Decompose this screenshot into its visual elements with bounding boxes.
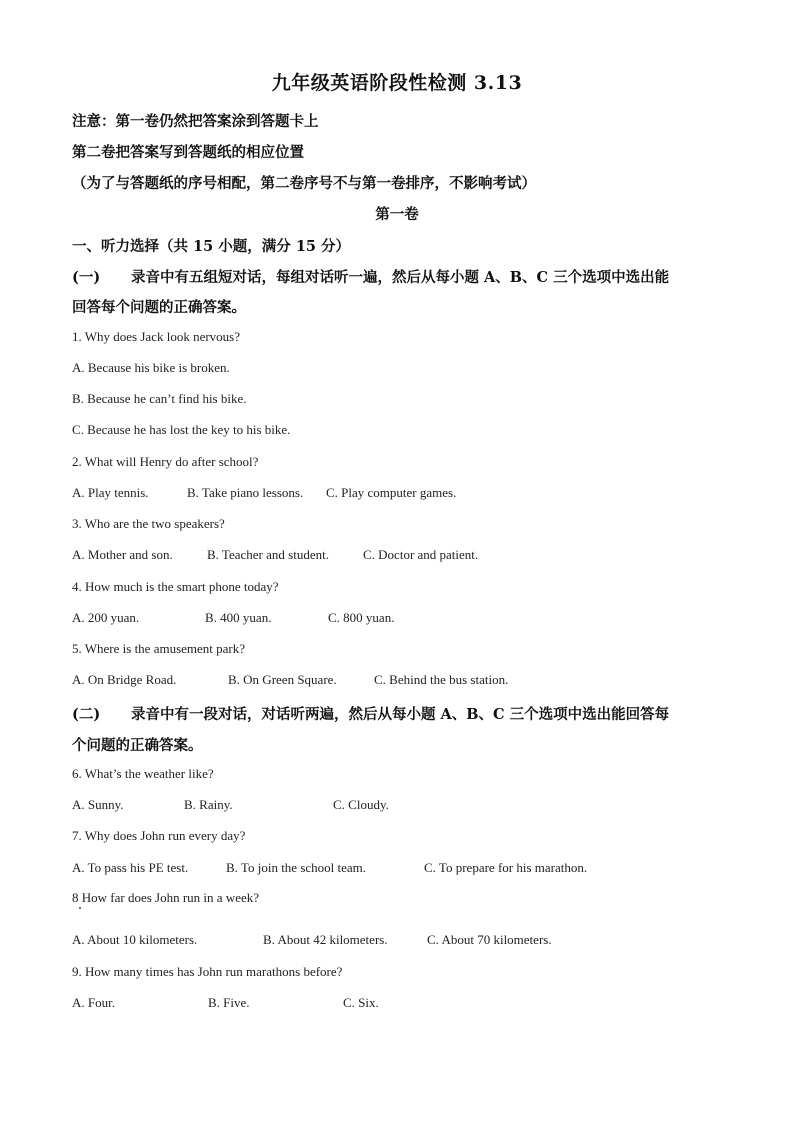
note-line-2: 第二卷把答案写到答题纸的相应位置	[72, 144, 304, 161]
question-stem: 7. Why does John run every day?	[72, 828, 246, 843]
section-one-label: (一)	[72, 269, 101, 286]
option-b: B. Take piano lessons.	[187, 485, 304, 500]
option-c: C. Six.	[343, 995, 379, 1010]
option-c: C. 800 yuan.	[328, 610, 395, 625]
option-b: B. About 42 kilometers.	[263, 932, 388, 947]
option-c: C. To prepare for his marathon.	[424, 860, 588, 875]
option-b: B. Teacher and student.	[207, 547, 329, 562]
option-a: A. Sunny.	[72, 797, 124, 812]
question-stem: 2. What will Henry do after school?	[72, 454, 259, 469]
question-stem: 9. How many times has John run marathons before?	[72, 964, 343, 979]
option-c: C. Play computer games.	[326, 485, 457, 500]
section-two-instruction-cont: 个问题的正确答案。	[72, 737, 203, 754]
option-a: A. Because his bike is broken.	[72, 360, 230, 375]
option-c: C. Behind the bus station.	[374, 672, 509, 687]
option-c: C. About 70 kilometers.	[427, 932, 552, 947]
option-a: A. On Bridge Road.	[72, 672, 177, 687]
question-stem: 3. Who are the two speakers?	[72, 516, 225, 531]
note-line-3: （为了与答题纸的序号相配，第二卷序号不与第一卷排序，不影响考试）	[72, 175, 536, 192]
option-b: B. To join the school team.	[226, 860, 367, 875]
question-stem: 8 How far does John run in a week?	[72, 890, 260, 905]
option-a: A. Mother and son.	[72, 547, 173, 562]
option-a: A. Four.	[72, 995, 115, 1010]
section-one-instruction-cont: 回答每个问题的正确答案。	[72, 299, 246, 316]
volume-heading: 第一卷	[375, 206, 419, 223]
option-b: B. Because he can’t find his bike.	[72, 391, 247, 406]
option-b: B. Rainy.	[184, 797, 233, 812]
note-line-1: 注意：第一卷仍然把答案涂到答题卡上	[72, 113, 319, 130]
question-stem: 5. Where is the amusement park?	[72, 641, 246, 656]
page-title: 九年级英语阶段性检测 3.13	[271, 72, 523, 94]
question-stem: 4. How much is the smart phone today?	[72, 579, 279, 594]
option-c: C. Cloudy.	[333, 797, 389, 812]
option-a: A. About 10 kilometers.	[72, 932, 198, 947]
question-stem: 6. What’s the weather like?	[72, 766, 214, 781]
option-a: A. To pass his PE test.	[72, 860, 189, 875]
stray-mark	[79, 907, 81, 909]
section-two-instruction: 录音中有一段对话，对话听两遍，然后从每小题 A、B、C 三个选项中选出能回答每	[131, 706, 670, 723]
option-a: A. Play tennis.	[72, 485, 149, 500]
option-a: A. 200 yuan.	[72, 610, 140, 625]
option-b: B. 400 yuan.	[205, 610, 272, 625]
option-b: B. On Green Square.	[228, 672, 337, 687]
option-b: B. Five.	[208, 995, 250, 1010]
section-two-label: (二)	[72, 706, 101, 723]
question-stem: 1. Why does Jack look nervous?	[72, 329, 241, 344]
section-one-instruction: 录音中有五组短对话，每组对话听一遍，然后从每小题 A、B、C 三个选项中选出能	[131, 269, 670, 286]
option-c: C. Because he has lost the key to his bike.	[72, 422, 291, 437]
part-one-heading: 一、听力选择（共 15 小题，满分 15 分）	[72, 238, 351, 255]
option-c: C. Doctor and patient.	[363, 547, 479, 562]
